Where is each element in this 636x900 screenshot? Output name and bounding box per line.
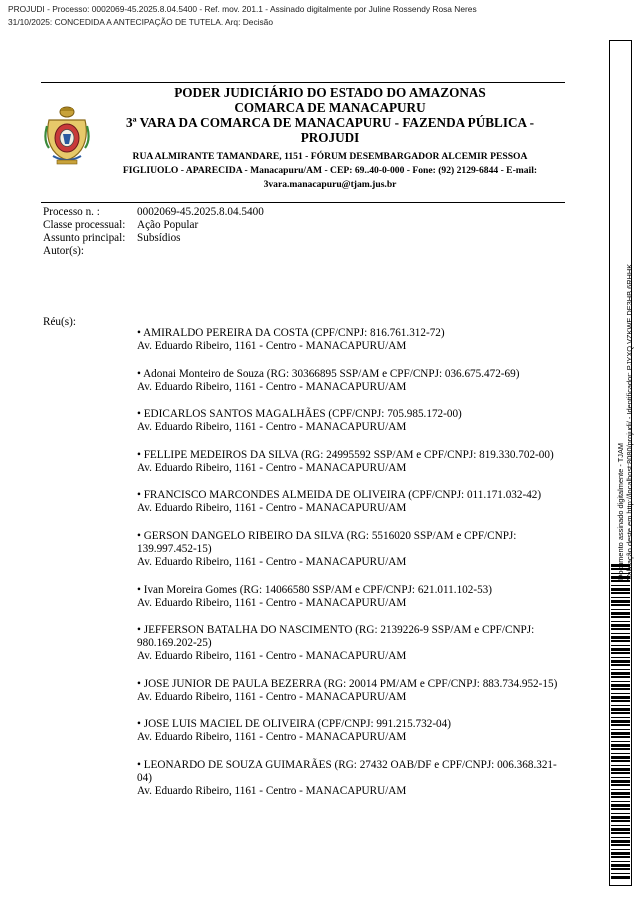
court-email: 3vara.manacapuru@tjam.jus.br — [263, 179, 397, 190]
main-subject-value: Subsídios — [137, 232, 181, 244]
coat-of-arms-icon — [43, 104, 91, 166]
process-class-row — [43, 219, 264, 232]
defendant-address: Av. Eduardo Ribeiro, 1161 - Centro - MANACAPURU/AM — [137, 502, 407, 515]
defendant-identity: • JEFFERSON BATALHA DO NASCIMENTO (RG: 2139226-9 SSP/AM e CPF/CNPJ: 980.169.202-25) — [137, 624, 535, 650]
defendant-item — [137, 489, 567, 515]
process-number-label: Processo n. : — [43, 206, 100, 218]
signature-stamp — [8, 3, 568, 29]
defendants-label: Réu(s): — [43, 316, 76, 328]
defendant-identity: • EDICARLOS SANTOS MAGALHÃES (CPF/CNPJ: 705.985.172-00) — [137, 408, 462, 421]
court-address — [96, 150, 564, 192]
court-address-line-2: FIGLIUOLO - APARECIDA - Manacapuru/AM - CEP: 69..40-0-000 - Fone: (92) 2129-6844 - E-mail: — [122, 165, 538, 176]
defendant-address: Av. Eduardo Ribeiro, 1161 - Centro - MANACAPURU/AM — [137, 461, 407, 474]
court-title-line-4: PROJUDI — [300, 130, 360, 145]
defendant-address: Av. Eduardo Ribeiro, 1161 - Centro - MANACAPURU/AM — [137, 421, 407, 434]
defendant-identity: • FELLIPE MEDEIROS DA SILVA (RG: 24995592 SSP/AM e CPF/CNPJ: 819.330.702-00) — [137, 448, 554, 461]
defendant-item — [137, 327, 567, 353]
validation-text — [616, 40, 634, 580]
stamp-line-1: PROJUDI - Processo: 0002069-45.2025.8.04.5400 - Ref. mov. 201.1 - Assinado digitalmente por Juline Rossendy Rosa Neres — [8, 4, 477, 14]
defendant-identity: • JOSE LUIS MACIEL DE OLIVEIRA (CPF/CNPJ: 991.215.732-04) — [137, 718, 451, 731]
court-title — [96, 85, 564, 145]
defendant-item — [137, 584, 567, 610]
defendant-address: Av. Eduardo Ribeiro, 1161 - Centro - MANACAPURU/AM — [137, 690, 407, 703]
defendant-item — [137, 624, 567, 663]
court-title-line-2: COMARCA DE MANACAPURU — [234, 100, 426, 115]
defendant-address: Av. Eduardo Ribeiro, 1161 - Centro - MANACAPURU/AM — [137, 555, 407, 568]
court-address-line-1: RUA ALMIRANTE TAMANDARE, 1151 - FÓRUM DESEMBARGADOR ALCEMIR PESSOA — [132, 151, 528, 162]
defendant-item — [137, 449, 567, 475]
defendant-address: Av. Eduardo Ribeiro, 1161 - Centro - MANACAPURU/AM — [137, 340, 407, 352]
defendant-identity: • LEONARDO DE SOUZA GUIMARÃES (RG: 27432 OAB/DF e CPF/CNPJ: 006.368.321-04) — [137, 758, 557, 784]
defendant-address: Av. Eduardo Ribeiro, 1161 - Centro - MANACAPURU/AM — [137, 784, 407, 797]
defendant-identity: • AMIRALDO PEREIRA DA COSTA (CPF/CNPJ: 816.761.312-72) — [137, 327, 445, 339]
defendant-item — [137, 678, 567, 704]
defendant-address: Av. Eduardo Ribeiro, 1161 - Centro - MANACAPURU/AM — [137, 596, 407, 609]
defendant-identity: • JOSE JUNIOR DE PAULA BEZERRA (RG: 20014 PM/AM e CPF/CNPJ: 883.734.952-15) — [137, 677, 558, 690]
court-title-line-1: PODER JUDICIÁRIO DO ESTADO DO AMAZONAS — [174, 85, 486, 100]
main-subject-label: Assunto principal: — [43, 232, 126, 244]
defendant-address: Av. Eduardo Ribeiro, 1161 - Centro - MANACAPURU/AM — [137, 650, 407, 663]
court-title-line-3: 3ª VARA DA COMARCA DE MANACAPURU - FAZENDA PÚBLICA - — [125, 115, 534, 130]
defendant-identity: • Adonai Monteiro de Souza (RG: 30366895 SSP/AM e CPF/CNPJ: 036.675.472-69) — [137, 367, 520, 380]
header-bottom-rule — [41, 202, 565, 203]
process-class-value: Ação Popular — [137, 219, 199, 231]
defendant-item — [137, 759, 567, 798]
defendant-identity: • Ivan Moreira Gomes (RG: 14066580 SSP/AM e CPF/CNPJ: 621.011.102-53) — [137, 583, 492, 596]
main-subject-row — [43, 232, 264, 245]
defendant-identity: • GERSON DANGELO RIBEIRO DA SILVA (RG: 5516020 SSP/AM e CPF/CNPJ: 139.997.452-15) — [137, 529, 517, 555]
header-top-rule — [41, 82, 565, 83]
stamp-line-2: 31/10/2025: CONCEDIDA A ANTECIPAÇÃO DE TUTELA. Arq: Decisão — [8, 17, 274, 27]
process-metadata — [43, 206, 264, 258]
defendant-item — [137, 368, 567, 394]
process-class-label: Classe processual: — [43, 219, 126, 231]
defendants-list — [137, 327, 567, 813]
defendant-item — [137, 530, 567, 569]
process-number-value: 0002069-45.2025.8.04.5400 — [137, 206, 264, 218]
process-number-row — [43, 206, 264, 219]
defendant-item — [137, 408, 567, 434]
authors-row — [43, 245, 264, 258]
defendant-address: Av. Eduardo Ribeiro, 1161 - Centro - MANACAPURU/AM — [137, 380, 407, 393]
defendant-address: Av. Eduardo Ribeiro, 1161 - Centro - MANACAPURU/AM — [137, 731, 407, 744]
validation-line-2: Validação deste em http://localhost:8080/projudi/ - Identificador: PJYXQ VZKWE DE3HB 6RHHK — [625, 263, 634, 580]
validation-line-1: Documento assinado digitalmente - TJAM — [616, 442, 625, 580]
defendant-identity: • FRANCISCO MARCONDES ALMEIDA DE OLIVEIRA (CPF/CNPJ: 011.171.032-42) — [137, 489, 542, 502]
authors-label: Autor(s): — [43, 245, 85, 257]
defendant-item — [137, 718, 567, 744]
